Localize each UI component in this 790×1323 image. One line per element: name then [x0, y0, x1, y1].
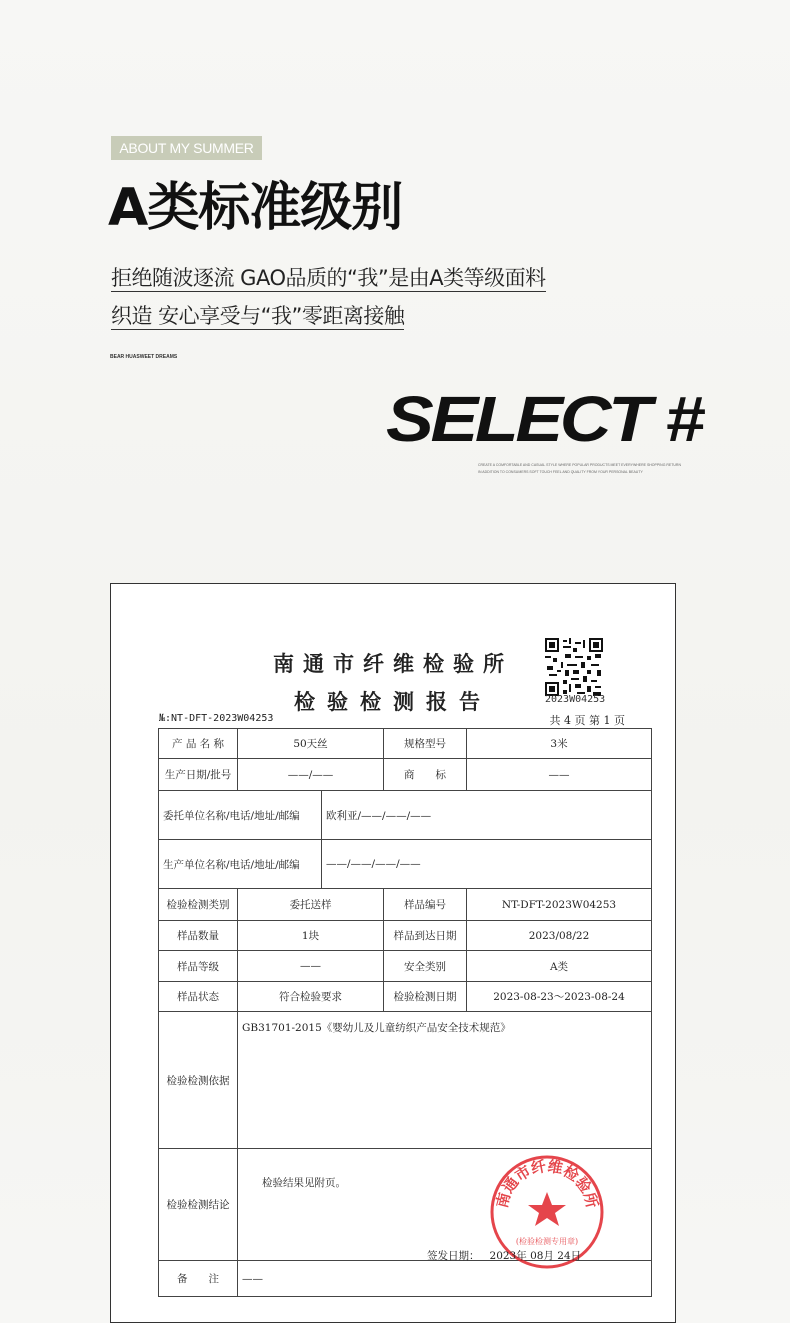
cell-value: ——: [467, 759, 652, 791]
cell-label: 样品到达日期: [384, 921, 467, 951]
report-title: 检验检测报告: [294, 689, 492, 714]
issue-date-value: 2023年 08月 24日: [489, 1250, 582, 1262]
issue-date: [427, 1248, 581, 1263]
table-row: [159, 1012, 652, 1149]
cell-label: 规格型号: [384, 729, 467, 759]
table-row: [159, 1261, 652, 1297]
cell-label: 检验检测依据: [159, 1012, 238, 1149]
table-row: [159, 1149, 652, 1261]
cell-value: ——: [238, 951, 384, 982]
table-row: [159, 791, 652, 840]
cell-value: 1块: [238, 921, 384, 951]
fineprint-line-1: CREATE A COMFORTABLE AND CASUAL STYLE WHERE POPULAR PRODUCTS MEET EVERYWHERE SHOPPING RETURN: [478, 463, 681, 467]
subtitle-1b: GAO品质的“我”是由A类等级面料: [234, 266, 546, 290]
page-info: 共 4 页 第 1 页: [549, 714, 625, 727]
brand-tagline: BEAR HUASWEET DREAMS: [110, 354, 178, 360]
cell-label: 生产单位名称/电话/地址/邮编: [159, 840, 322, 889]
cell-value: NT-DFT-2023W04253: [467, 889, 652, 921]
table-row: [159, 840, 652, 889]
report-table: [158, 728, 652, 1297]
table-row: [159, 951, 652, 982]
cell-value: A类: [467, 951, 652, 982]
subtitle-line-2: [111, 301, 404, 331]
cell-value: GB31701-2015《婴幼儿及儿童纺织产品安全技术规范》: [238, 1012, 652, 1149]
qr-code-icon: [545, 638, 603, 696]
table-row: [159, 729, 652, 759]
cell-label: 备 注: [159, 1261, 238, 1297]
seal-subtext: (检验检测专用章): [515, 1237, 579, 1246]
table-row: [159, 889, 652, 921]
table-row: [159, 759, 652, 791]
table-row: [159, 982, 652, 1012]
section-badge: ABOUT MY SUMMER: [111, 136, 262, 160]
subtitle-2b: 安心享受与“我”零距离接触: [152, 304, 405, 328]
cell-value: 委托送样: [238, 889, 384, 921]
page-title: A类标准级别: [108, 178, 403, 238]
report-number: №:NT-DFT-2023W04253: [159, 713, 274, 724]
cell-value: 2023/08/22: [467, 921, 652, 951]
seal-text: 南通市纤维检验所: [492, 1157, 602, 1210]
cell-value: 检验结果见附页。: [238, 1149, 652, 1261]
cell-value: 2023-08-23～2023-08-24: [467, 982, 652, 1012]
subtitle-1a: 拒绝随波逐流: [111, 266, 234, 290]
cell-label: 产 品 名 称: [159, 729, 238, 759]
cell-value: 欧利亚/——/——/——: [322, 791, 652, 840]
cell-value: 3米: [467, 729, 652, 759]
cell-label: 生产日期/批号: [159, 759, 238, 791]
fineprint-line-2: IN ADDITION TO CONSUMERS SOFT TOUCH FEEL AND QUALITY FROM YOUR PERSONAL BEAUTY: [478, 470, 643, 474]
cell-value: ——: [238, 1261, 652, 1297]
cell-label: 样品等级: [159, 951, 238, 982]
select-logo: SELECT #: [386, 383, 702, 455]
cell-label: 检验检测日期: [384, 982, 467, 1012]
cell-value: ——/——: [238, 759, 384, 791]
cell-label: 商 标: [384, 759, 467, 791]
cell-label: 样品数量: [159, 921, 238, 951]
subtitle-line-1: [111, 263, 546, 293]
inspection-report: [110, 583, 676, 1323]
cell-value: 符合检验要求: [238, 982, 384, 1012]
cell-label: 样品状态: [159, 982, 238, 1012]
cell-label: 委托单位名称/电话/地址/邮编: [159, 791, 322, 840]
cell-label: 安全类别: [384, 951, 467, 982]
cell-label: 检验检测类别: [159, 889, 238, 921]
cell-value: 50天丝: [238, 729, 384, 759]
subtitle-2a: 织造: [111, 304, 152, 328]
cell-label: 样品编号: [384, 889, 467, 921]
cell-value: ——/——/——/——: [322, 840, 652, 889]
cell-label: 检验检测结论: [159, 1149, 238, 1261]
issue-date-label: 签发日期：: [427, 1250, 480, 1262]
report-organization: 南通市纤维检验所: [273, 651, 513, 676]
table-row: [159, 921, 652, 951]
qr-caption: 2023W04253: [545, 694, 606, 705]
